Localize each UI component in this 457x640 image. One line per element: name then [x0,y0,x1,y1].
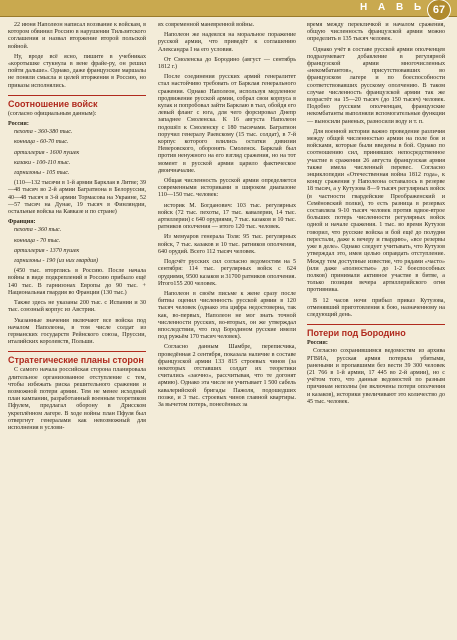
paragraph: время между перекличкой и началом сражения, общую численность французской армии можно определить в 135 тысяч человек. [307,22,445,43]
paragraph: Ну, вроде всё ясно, пишите в учебниках «коротышке стукнула в вене фрайе-ру, он решил пойти дальше». Однако, даже французские маршалы не поняли смысла и целей вторжения в Россию, но приказы исполнялись. [8,53,146,89]
paragraph: 22 июня Наполеон написал воззвание к войскам, в котором обвинил Россию в нарушении Тильзитского соглашения и назвал вторжение второй польской войной. [8,22,146,50]
force-line: пехота - 360 тыс. [14,227,62,234]
paragraph: Подсчёт русских сил согласно ведомостям на 5 сентября: 114 тыс. регулярных войск с 624 орудиями, 9500 казаков и 31700 ратников ополчения. Итого155 200 человек. [158,259,296,287]
paragraph: (450 тыс. вторглись в Россию. После начала войны в виде подкреплений в Россию прибыло ещё 140 тыс. В гарнизонах Европы до 90 тыс. + Национальная гвардия во Франции (130 тыс.) [8,268,146,296]
force-line: пехота - 360-380 тыс. [14,129,73,136]
paragraph: ях современной маневренной войны. [158,22,255,28]
paragraph: Для военной истории важно проведение различия между общей численностью армии на поле боя и войсками, которые были введены в бой. Однако по соотношению сил, принявших непосредственное участие в сражении 26 августа французская армия также имела численный перевес. Согласно энциклопедии «Отечественная война 1812 года», к концу сражения у Наполеона оставалось в резерве 18 тысяч, а у Кутузова 8—9 тысяч регулярных войск (в частности гвардейские Преображенский и Семёновский полки), то есть разница в резервах составляла 9-10 тысяч человек против вдвое-втрое больших потерь численности регулярных войск одной и начале сражения. 1 тыс. во время Кутузов говорил, что русские войска и бой ещё до полудня перестали, даже к вечеру и гвардию», «все резервы уже в деле». Однако следует учитывать, что Кутузов утверждал это, имея целью оправдать отступление. Между тем доступные известие, что рядами «часто» (или даже «полностью» до 1-2 боеспособных полков) принимали активное участие в битве, а только позиции вечера артиллерийского огня противника. [307,128,445,294]
paragraph: Наполеон в своём письме к жене сразу после битвы оценил численность русской армии в 120 тысяч человек (однако эта цифра недостоверна, так как, во-первых, Наполеон не мог знать точной численности русских, во-вторых, он же утверждал впоследствии, что под Бородином русские имели под ружьём 170 тысяч человек). [158,290,296,341]
column-2 [158,22,296,412]
paragraph: Однако учёт в составе русской армии ополченцев подразумевает добавление в регулярной французской армии многочисленных «некомбатантов», присутствовавших во французском лагере и по боеспособности соответствовавших русскому ополчению. В таком случае численность французской армии так же возрастёт на 15—20 тысяч (до 150 тысяч) человек. Подобно русским ополченцам, французские некомбатанты выполняли вспомогательные функции — выносили раненых, разносили воду и т. п. [307,46,445,125]
paragraph: (согласно официальным данным): [8,110,97,117]
magazine-title: Н А В Ь [360,2,426,13]
column-1 [8,22,146,435]
section-heading: Стратегические планы сторон [8,351,146,365]
country-label: Россия: [8,121,29,128]
section-heading: Соотношение войск [8,95,146,109]
page-number: 67 [427,0,451,21]
column-3 [307,22,445,409]
paragraph: Общая численность русской армии определяется современными историками в широком диапазоне 110—150 тыс. человек: [158,178,296,199]
page-header [0,0,457,17]
force-line: конница - 60-70 тыс. [14,139,69,146]
paragraph: Наполеон же надеялся на моральное поражение русской армии, что приведёт к соглашению Александра I на его условия. [158,32,296,53]
paragraph: После соединения русских армий генералитет стал настойчиво требовать от Барклая генерального сражения. Однако Наполеон, используя медленное продвижение русской армии, собрал свои корпуса в кулак и попробовал зайти Барклаю в тыл, обойдя его левый фланг с юга, для чего форсировал Днепр западнее Смоленска. К 16 августа Наполеон подошёл к Смоленску с 180 тысячами. Багратион поручил генералу Раевскому (15 тыс. солдат), в 7-й корпус которого влились остатки дивизии Неверовского, оборонять Смоленск. Барклай был против ненужного на его взгляд сражения, но на тот момент в русской армии царило фактическое двоичначалие. [158,74,296,174]
force-line: гарнизоны - 105 тыс. [14,170,70,177]
paragraph: Также здесь не указаны 200 тыс. с Испании и 30 тыс. союзный корпус из Австрии. [8,300,146,314]
paragraph: Указанные значения включают все войска под началом Наполеона, в том числе солдат из германских государств Рейнского союза, Пруссии, италийских королевств, Польши. [8,317,146,346]
paragraph: В 12 часов ночи прибыл приказ Кутузова, отменявший приготовления к бою, назначенному на следующий день. [307,297,445,318]
paragraph: Согласно данным Шамбре, переписчика, проведённая 2 сентября, показала наличие в составе французской армии 133 815 строевых чинов (за некоторых отставших солдат их теоретики считались «заочно», рассчитывая, что те догонят армию). Однако эта числе не учитывает 1 500 сабель кавалерийской бригады Пажоля, подошедших позже, и 3 тыс. строевых чинов главной квартиры. За вычетом потерь, понесённых за [158,344,296,408]
country-label: Россия: [307,340,328,347]
country-label: Франция: [8,219,36,226]
paragraph: (110—132 тысячи в 1-й армии Барклая в Литве; 39—48 тысяч во 2-й армии Багратиона в Белоруссии, 40—48 тысяч в 3-й армии Тормасова на Украине, 52—57 тысяч на Дунае, 19 тысяч в Финляндии, остальные войска на Кавказе и по стране) [8,180,146,216]
paragraph: С самого начала российская сторона планировала длительное организованное отступление с тем, чтобы избежать риска решительного сражения и возможной потери армии. Тем не менее исходный план кампании, разработанный военным теоретиком Пфулем, предлагал оборону в Дрисском укреплённом лагере. В ходе войны план Пфуля был отвергнут генералами как невозможный для исполнения в услови- [8,367,146,431]
force-line: артиллерия - 1600 пушек [14,149,80,156]
paragraph: Согласно сохранившимся ведомостям из архива РГВИА, русская армия потеряла убитыми, ранеными и пропавшими без вести 39 300 человек (21 766 в 1-й армии, 17 445 во 2-й армии), но с учётом того, что данные ведомостей по разным причинам неполны (не включены потери ополчения и казаков), историки увеличивают это количество до 45 тыс. человек. [307,348,445,405]
force-line: артиллерия - 1370 пушек [14,247,80,254]
force-line: конница - 70 тыс. [14,237,61,244]
force-line: казаки - 100-110 тыс. [14,159,71,166]
paragraph: историк М. Богданович: 103 тыс. регулярных войск (72 тыс. пехоты, 17 тыс. кавалерии, 14 тыс. артиллерии) с 640 орудиями, 7 тыс. казаков и 10 тыс. ратников ополчения — итого 120 тыс. человек. [158,202,296,231]
section-heading: Потери под Бородино [307,324,445,338]
paragraph: Из мемуаров генерала Толя: 95 тыс. регулярных войск, 7 тыс. казаков и 10 тыс. ратников ополчения, 640 орудий. Всего 112 тысяч человек. [158,234,296,255]
force-line: гарнизоны - 190 (из них гвардия) [14,258,99,265]
paragraph: От Смоленска до Бородино (август — сентябрь 1812 г.) [158,56,296,71]
